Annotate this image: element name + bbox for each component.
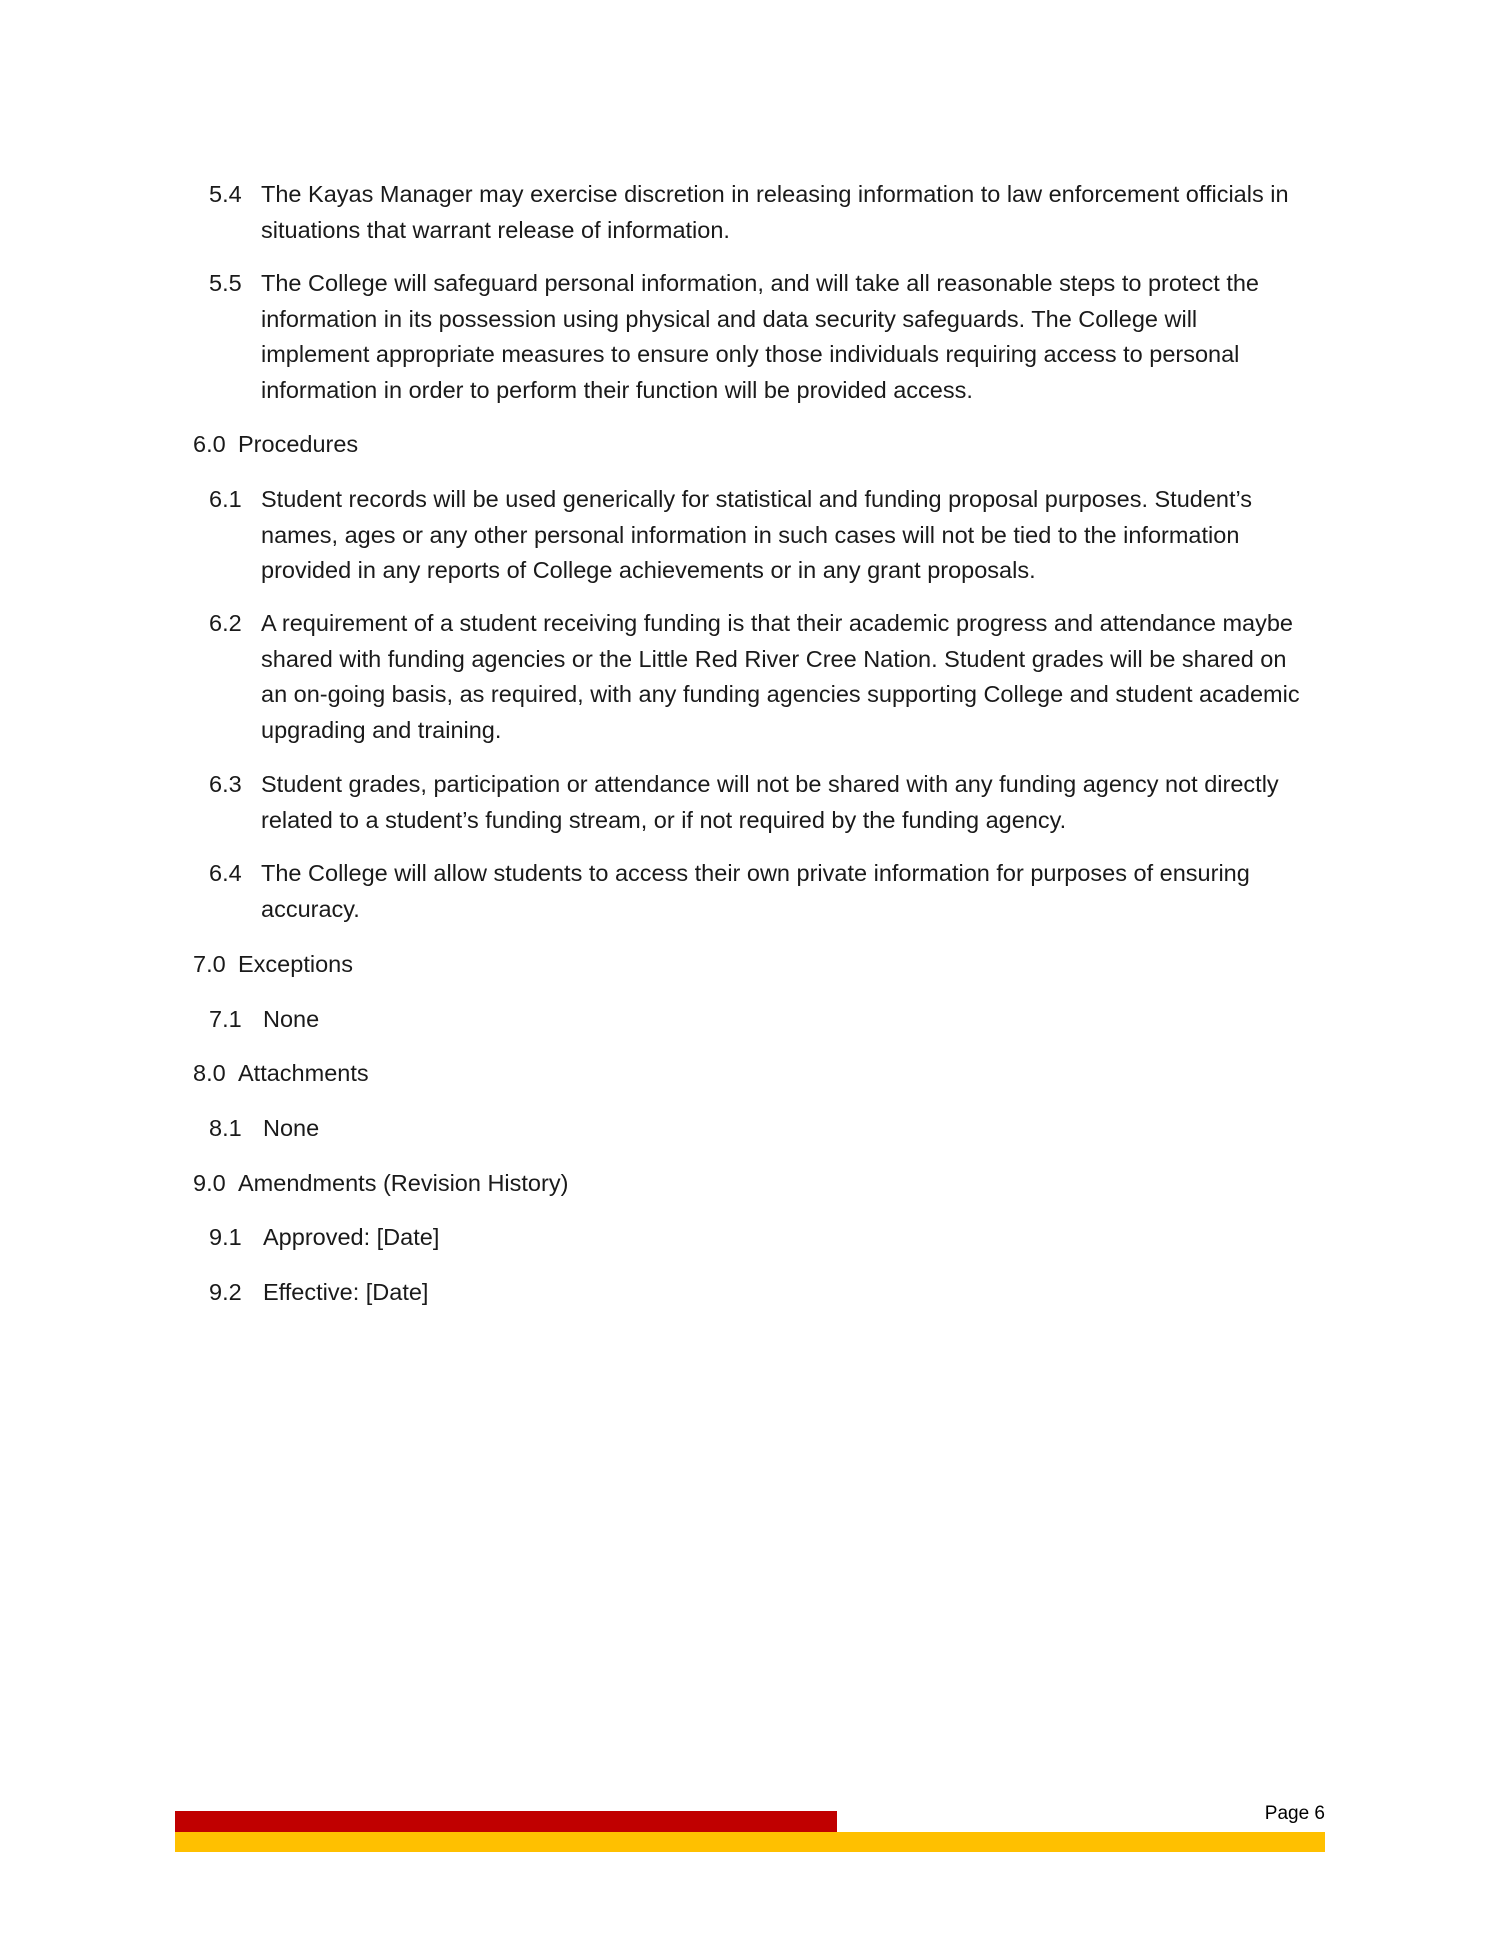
clause-text: Effective: [Date] [263, 1279, 429, 1305]
clause-line: Student grades, participation or attendance will not be shared with any funding agency not directly [261, 771, 1279, 797]
clause-number: 6.3 [209, 771, 242, 797]
clause-text [261, 482, 1252, 589]
clause-line: an on-going basis, as required, with any funding agencies supporting College and student academic [261, 681, 1300, 707]
section-number: 7.0 [193, 951, 226, 977]
clause-text: Approved: [Date] [263, 1224, 440, 1250]
clause-line: shared with funding agencies or the Little Red River Cree Nation. Student grades will be shared on [261, 645, 1287, 672]
clause-line: accuracy. [261, 895, 360, 922]
clause-number: 5.4 [209, 181, 242, 207]
clause-number: 6.2 [209, 610, 242, 636]
footer-yellow-bar [175, 1832, 1325, 1852]
clause-line: related to a student’s funding stream, or if not required by the funding agency. [261, 806, 1067, 833]
clause-number: 9.1 [209, 1224, 242, 1250]
clause-line: information in order to perform their function will be provided access. [261, 376, 973, 403]
clause-text [261, 266, 1259, 408]
section-title: Procedures [238, 431, 359, 457]
clause-number: 6.1 [209, 486, 242, 512]
clause-line: Student records will be used generically for statistical and funding proposal purposes. Student’s [261, 486, 1253, 512]
clause-text: None [263, 1006, 320, 1032]
clause-line: The Kayas Manager may exercise discretion in releasing information to law enforcement officials in [261, 181, 1289, 207]
section-number: 8.0 [193, 1060, 226, 1086]
clause-line: A requirement of a student receiving funding is that their academic progress and attendance maybe [261, 610, 1294, 636]
section-number: 9.0 [193, 1170, 226, 1196]
clause-text [261, 606, 1300, 748]
section-number: 6.0 [193, 431, 226, 457]
clause-line: names, ages or any other personal information in such cases will not be tied to the information [261, 521, 1240, 548]
section-title: Attachments [238, 1060, 369, 1086]
clause-line: implement appropriate measures to ensure only those individuals requiring access to personal [261, 341, 1240, 367]
clause-text [261, 856, 1250, 927]
page-number: Page 6 [1264, 1803, 1325, 1824]
clause-number: 9.2 [209, 1279, 242, 1305]
clause-number: 5.5 [209, 270, 242, 296]
clause-number: 8.1 [209, 1115, 242, 1141]
clause-text [261, 767, 1279, 838]
clause-number: 7.1 [209, 1006, 242, 1032]
clause-line: upgrading and training. [261, 716, 502, 743]
section-title: Exceptions [238, 951, 353, 977]
clause-text [261, 177, 1289, 248]
clause-line: The College will allow students to access their own private information for purposes of ensuring [261, 860, 1250, 886]
clause-text: None [263, 1115, 320, 1141]
clause-line: situations that warrant release of information. [261, 216, 730, 243]
clause-number: 6.4 [209, 860, 242, 886]
section-title: Amendments (Revision History) [238, 1170, 569, 1196]
footer-red-bar [175, 1811, 837, 1832]
clause-line: The College will safeguard personal information, and will take all reasonable steps to protect the [261, 270, 1260, 296]
clause-line: provided in any reports of College achievements or in any grant proposals. [261, 557, 1036, 583]
clause-line: information in its possession using physical and data security safeguards. The College will [261, 305, 1198, 332]
